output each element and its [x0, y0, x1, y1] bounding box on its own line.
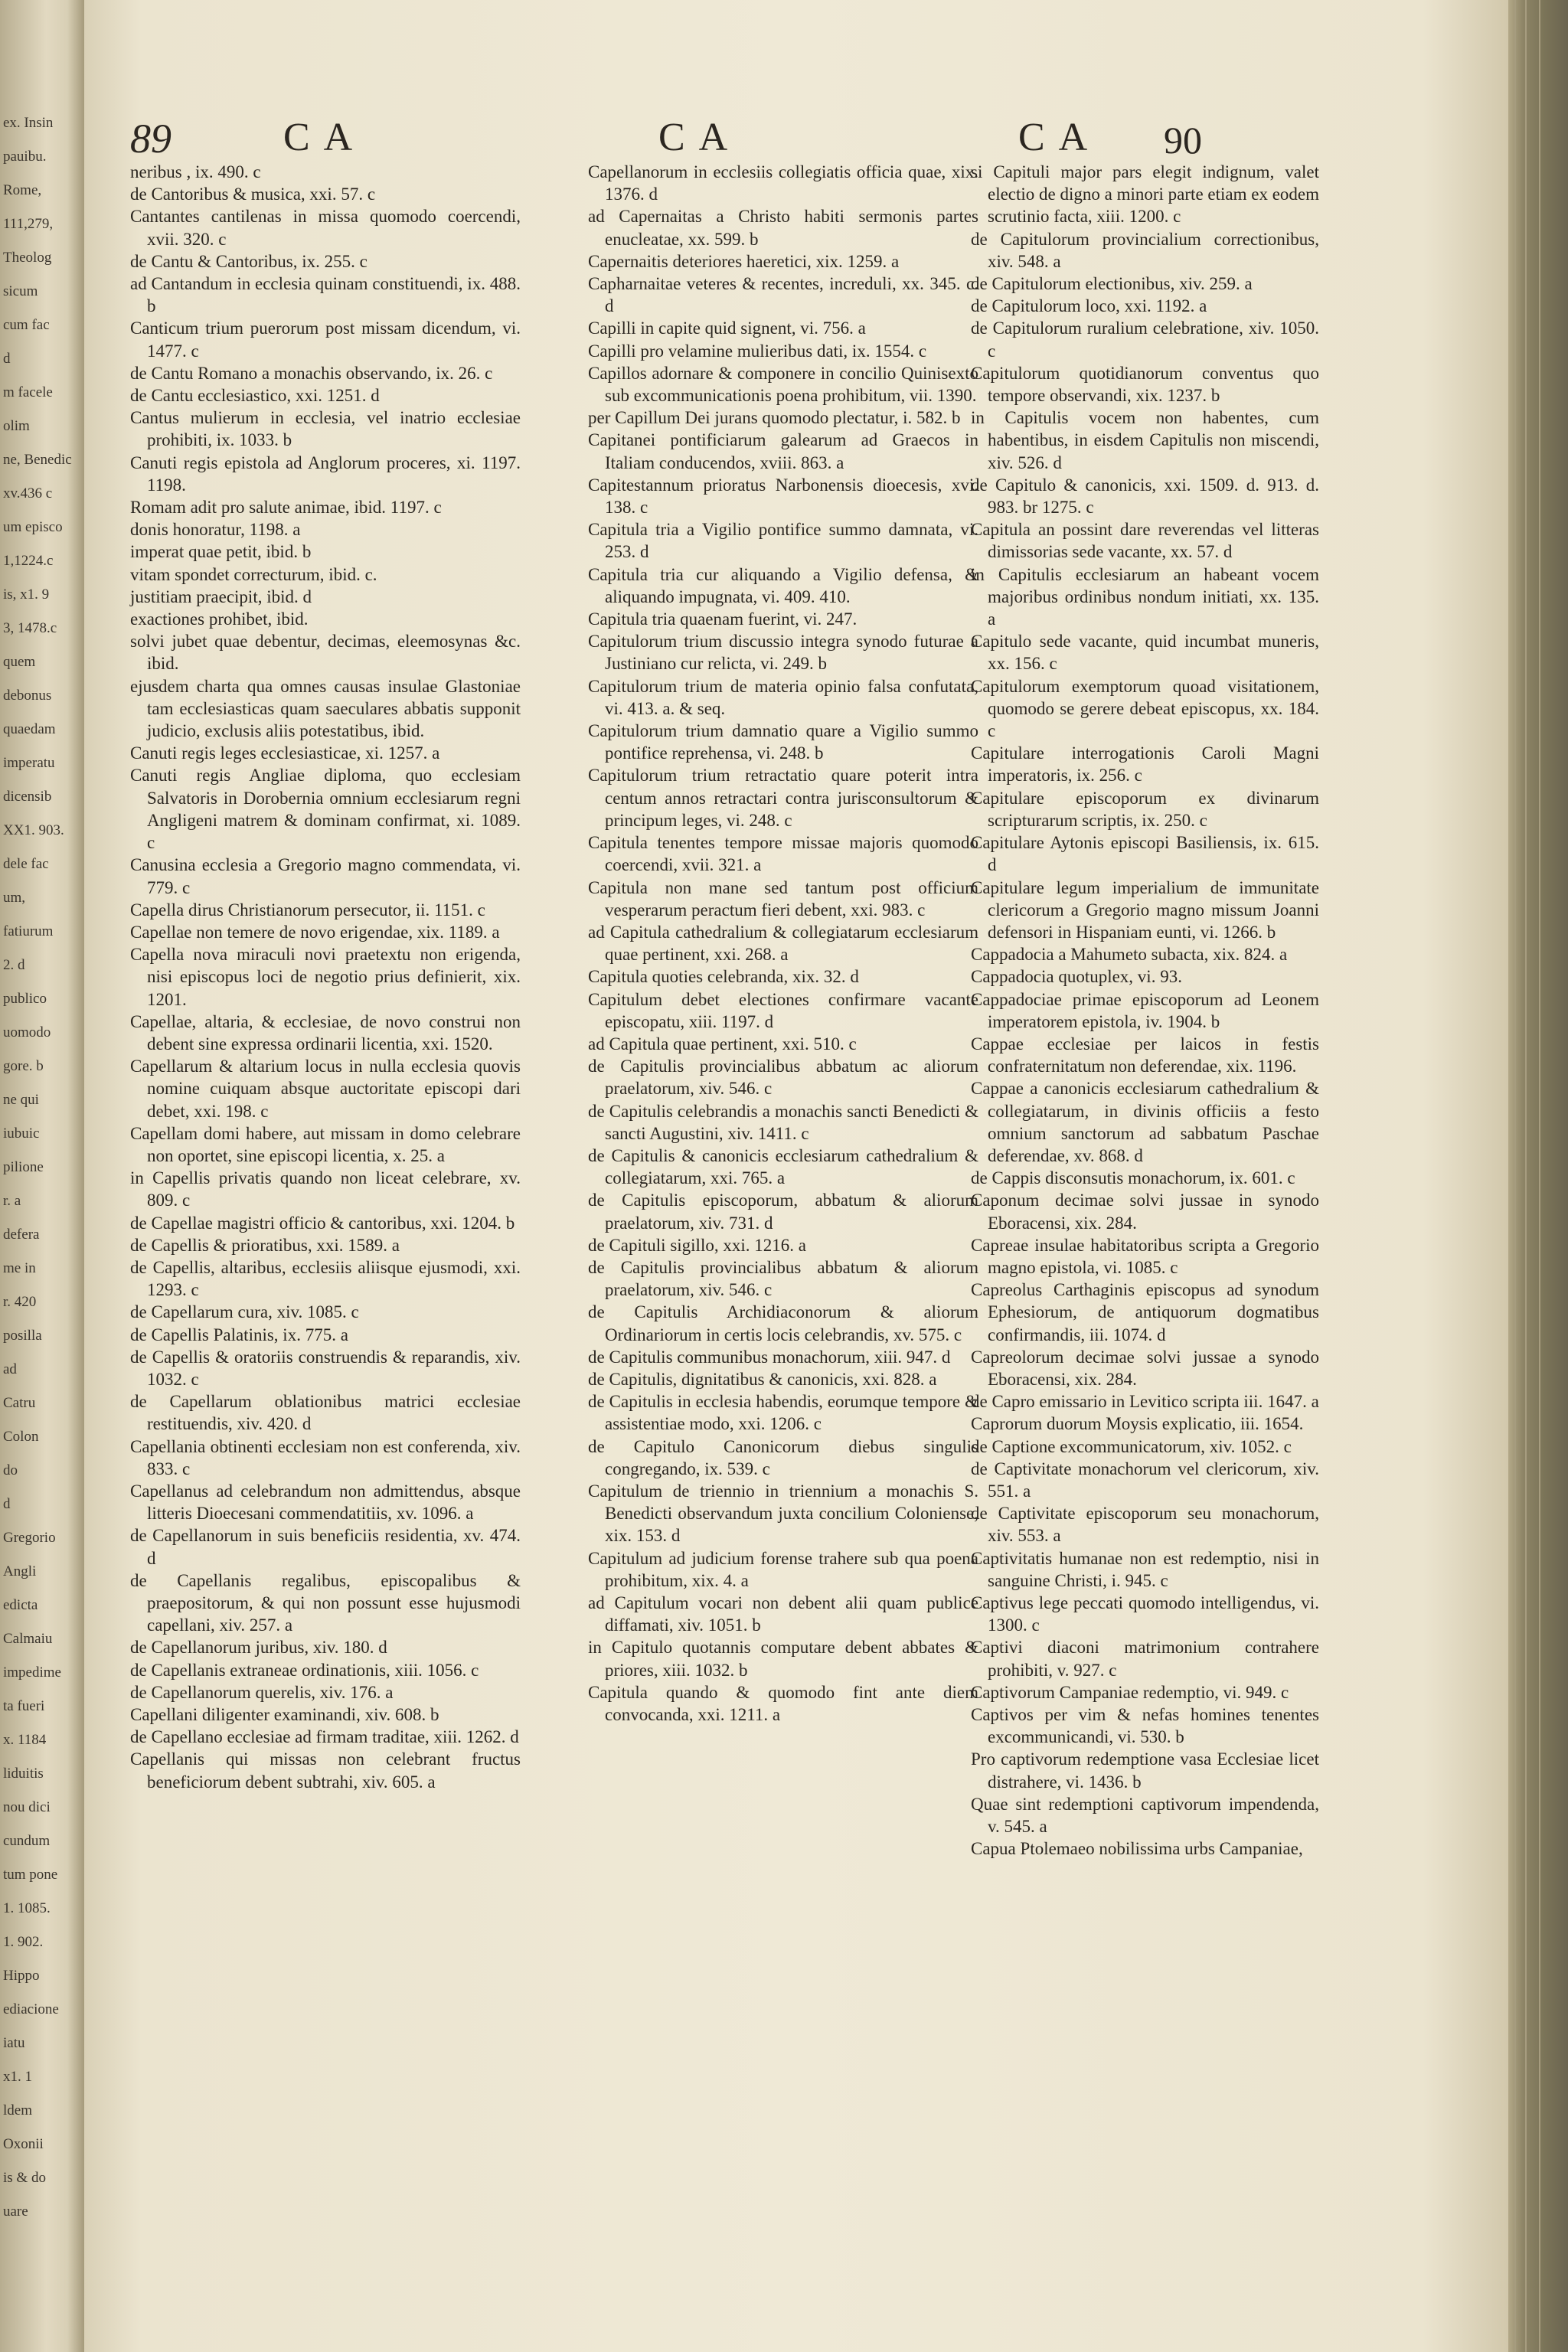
- index-entry: Capitulorum exemptorum quoad visitationem, quomodo se gerere debeat episcopus, xx. 184. c: [971, 676, 1319, 741]
- facing-page-fragment: dicensib: [3, 789, 52, 805]
- facing-page-fragment: gore. b: [3, 1058, 44, 1074]
- index-entry: Capitulum ad judicium forense trahere sub qua poena prohibitum, xix. 4. a: [588, 1548, 978, 1590]
- index-entry: Cappadocia quotuplex, vi. 93.: [971, 967, 1182, 987]
- index-entry: Quae sint redemptioni captivorum impendenda, v. 545. a: [971, 1794, 1319, 1837]
- facing-page-fragment: uomodo: [3, 1024, 51, 1040]
- index-entry: de Capitulis provincialibus abbatum ac aliorum praelatorum, xiv. 546. c: [588, 1057, 978, 1099]
- index-entry: Capellani diligenter examinandi, xiv. 608. b: [130, 1705, 439, 1725]
- index-entry: Capilli in capite quid signent, vi. 756. a: [588, 318, 866, 338]
- index-entry: de Capitulis communibus monachorum, xiii. 947. d: [588, 1347, 951, 1367]
- index-entry: de Capitulo Canonicorum diebus singulis congregando, ix. 539. c: [588, 1436, 978, 1478]
- index-entry: de Captivitate episcoporum seu monachorum, xiv. 553. a: [971, 1504, 1319, 1546]
- index-entry: Cappadociae primae episcoporum ad Leonem imperatorem epistola, iv. 1904. b: [971, 989, 1319, 1031]
- running-head-left: CA: [283, 116, 367, 159]
- facing-page-fragment: liduitis: [3, 1766, 44, 1782]
- index-entry: de Capellanorum juribus, xiv. 180. d: [130, 1638, 387, 1658]
- running-head-right: CA: [1018, 116, 1102, 159]
- facing-page-fragment: x. 1184: [3, 1732, 47, 1748]
- facing-page-fragment: Catru: [3, 1395, 36, 1411]
- facing-page-fragment: ldem: [3, 2102, 32, 2118]
- index-entry: Capernaitis deteriores haeretici, xix. 1259. a: [588, 251, 900, 271]
- index-entry: Caponum decimae solvi jussae in synodo Eboracensi, xix. 284.: [971, 1191, 1319, 1233]
- index-entry: Capitulorum trium discussio integra synodo futurae a Justiniano cur relicta, vi. 249. b: [588, 632, 978, 674]
- facing-page-fragment: ne, Benedic: [3, 452, 72, 468]
- facing-page-fragment: sicum: [3, 283, 38, 299]
- facing-page-fragment: is, x1. 9: [3, 586, 50, 603]
- facing-page-fragment: Gregorio: [3, 1530, 56, 1546]
- facing-page-fragment: Rome,: [3, 182, 42, 198]
- index-column-1: [130, 161, 521, 1793]
- index-column-3: [971, 161, 1319, 1860]
- index-entry: Capitula quando & quomodo fint ante diem convocanda, xxi. 1211. a: [588, 1682, 978, 1725]
- facing-page-fragment: Oxonii: [3, 2136, 44, 2152]
- index-entry: justitiam praecipit, ibid. d: [130, 586, 312, 606]
- facing-page-fragment: 3, 1478.c: [3, 620, 57, 636]
- index-entry: de Capro emissario in Levitico scripta iii. 1647. a: [971, 1392, 1319, 1412]
- index-entry: Capellanis qui missas non celebrant fructus beneficiorum debent subtrahi, xiv. 605. a: [130, 1749, 521, 1792]
- index-entry: de Capellarum oblationibus matrici ecclesiae restituendis, xiv. 420. d: [130, 1392, 521, 1434]
- facing-page-fragment: pauibu.: [3, 149, 47, 165]
- facing-page-fragment: imperatu: [3, 755, 55, 771]
- index-entry: Capitula tria cur aliquando a Vigilio defensa, & aliquando impugnata, vi. 409. 410.: [588, 564, 978, 606]
- index-entry: de Capitulis & canonicis ecclesiarum cathedralium & collegiatarum, xxi. 765. a: [588, 1145, 978, 1188]
- index-entry: Capitestannum prioratus Narbonensis dioecesis, xvi. 138. c: [588, 475, 978, 518]
- index-entry: Capitulum de triennio in triennium a monachis S. Benedicti observandum juxta concilium Coloniense, xix. 153. d: [588, 1481, 978, 1546]
- page-number-left: 89: [130, 116, 172, 162]
- index-entry: de Capellanis regalibus, episcopalibus & praepositorum, & qui non possunt esse hujusmodi capellani, xiv. 257. a: [130, 1570, 521, 1635]
- index-entry: Capitula tria a Vigilio pontifice summo damnata, vi. 253. d: [588, 520, 978, 562]
- facing-page-fragment: nou dici: [3, 1799, 51, 1815]
- index-entry: ad Capitula cathedralium & collegiatarum ecclesiarum quae pertinent, xxi. 268. a: [588, 922, 978, 965]
- index-entry: Pro captivorum redemptione vasa Ecclesiae licet distrahere, vi. 1436. b: [971, 1749, 1319, 1792]
- index-entry: vitam spondet correcturum, ibid. c.: [130, 564, 377, 584]
- index-entry: de Capellis Palatinis, ix. 775. a: [130, 1325, 348, 1344]
- facing-page-fragment: pilione: [3, 1159, 44, 1175]
- index-entry: neribus , ix. 490. c: [130, 162, 261, 181]
- index-entry: Capua Ptolemaeo nobilissima urbs Campaniae,: [971, 1839, 1303, 1859]
- index-entry: Romam adit pro salute animae, ibid. 1197. c: [130, 498, 442, 518]
- index-column-2: [588, 161, 978, 1726]
- facing-page-fragment: quem: [3, 654, 36, 670]
- index-entry: Capitulorum trium damnatio quare a Vigilio summo pontifice reprehensa, vi. 248. b: [588, 721, 978, 763]
- index-entry: de Capellis & oratoriis construendis & reparandis, xiv. 1032. c: [130, 1347, 521, 1389]
- index-entry: per Capillum Dei jurans quomodo plectatur, i. 582. b: [588, 408, 961, 428]
- index-entry: in Capitulo quotannis computare debent abbates & priores, xiii. 1032. b: [588, 1638, 978, 1680]
- index-entry: Capreolorum decimae solvi jussae a synodo Eboracensi, xix. 284.: [971, 1347, 1319, 1389]
- index-entry: exactiones prohibet, ibid.: [130, 609, 309, 629]
- facing-page-edge: [0, 0, 84, 2352]
- index-entry: de Cantu & Cantoribus, ix. 255. c: [130, 251, 368, 271]
- index-entry: Captivorum Campaniae redemptio, vi. 949. c: [971, 1682, 1289, 1702]
- index-entry: Cappae a canonicis ecclesiarum cathedralium & collegiatarum, in divinis officiis a festo omnium sanctorum ad sabbatum Paschae deferendae, xv. 868. d: [971, 1079, 1319, 1165]
- index-entry: de Capitulis provincialibus abbatum & aliorum praelatorum, xiv. 546. c: [588, 1257, 978, 1300]
- index-entry: Capellae non temere de novo erigendae, xix. 1189. a: [130, 922, 500, 942]
- facing-page-fragment: x1. 1: [3, 2069, 32, 2085]
- index-entry: Capitulorum trium de materia opinio falsa confutata, vi. 413. a. & seq.: [588, 676, 978, 718]
- index-entry: in Capitulis vocem non habentes, cum habentibus, in eisdem Capitulis non miscendi, xiv. 526. d: [971, 408, 1319, 472]
- index-entry: Canusina ecclesia a Gregorio magno commendata, vi. 779. c: [130, 855, 521, 897]
- facing-page-fragment: ediacione: [3, 2001, 59, 2017]
- index-entry: Canticum trium puerorum post missam dicendum, vi. 1477. c: [130, 318, 521, 361]
- index-entry: Capilli pro velamine mulieribus dati, ix. 1554. c: [588, 341, 927, 361]
- index-entry: donis honoratur, 1198. a: [130, 520, 301, 540]
- facing-page-fragment: d: [3, 1496, 11, 1512]
- index-entry: de Capitulis Archidiaconorum & aliorum Ordinariorum in certis locis celebrandis, xv. 575. c: [588, 1302, 978, 1344]
- index-entry: Capitula tria quaenam fuerint, vi. 247.: [588, 609, 858, 629]
- facing-page-fragment: uare: [3, 2203, 28, 2220]
- facing-page-fragment: ne qui: [3, 1092, 39, 1108]
- index-entry: Capitula quoties celebranda, xix. 32. d: [588, 967, 859, 987]
- index-entry: Cappae ecclesiae per laicos in festis confraternitatum non deferendae, xix. 1196.: [971, 1034, 1319, 1076]
- facing-page-fragment: 1,1224.c: [3, 553, 54, 569]
- index-entry: Capreae insulae habitatoribus scripta a Gregorio magno epistola, vi. 1085. c: [971, 1235, 1319, 1277]
- index-entry: de Capellano ecclesiae ad firmam traditae, xiii. 1262. d: [130, 1727, 519, 1747]
- index-entry: de Cantu Romano a monachis observando, ix. 26. c: [130, 363, 493, 383]
- facing-page-fragment: d: [3, 351, 11, 367]
- facing-page-fragment: r. a: [3, 1193, 21, 1209]
- index-entry: Capitulo sede vacante, quid incumbat muneris, xx. 156. c: [971, 632, 1319, 674]
- index-entry: Capitulare Aytonis episcopi Basiliensis, ix. 615. d: [971, 833, 1319, 875]
- index-entry: Capellanorum in ecclesiis collegiatis officia quae, xix. 1376. d: [588, 162, 978, 204]
- index-entry: Cappadocia a Mahumeto subacta, xix. 824. a: [971, 945, 1288, 965]
- index-entry: Capitulare episcoporum ex divinarum scripturarum scriptis, ix. 250. c: [971, 788, 1319, 830]
- facing-page-fragment: publico: [3, 991, 47, 1007]
- index-entry: de Capellarum cura, xiv. 1085. c: [130, 1302, 359, 1322]
- index-entry: Cantantes cantilenas in missa quomodo coercendi, xvii. 320. c: [130, 207, 521, 249]
- facing-page-fragment: Colon: [3, 1429, 39, 1445]
- index-entry: de Captivitate monachorum vel clericorum, xiv. 551. a: [971, 1459, 1319, 1501]
- running-head-center: CA: [658, 116, 742, 159]
- index-entry: de Cantu ecclesiastico, xxi. 1251. d: [130, 386, 380, 406]
- index-entry: Cantus mulierum in ecclesia, vel inatrio ecclesiae prohibiti, ix. 1033. b: [130, 408, 521, 450]
- facing-page-fragment: um episco: [3, 519, 63, 535]
- index-entry: Capitulorum quotidianorum conventus quo tempore observandi, xix. 1237. b: [971, 363, 1319, 406]
- index-entry: de Capitulorum electionibus, xiv. 259. a: [971, 274, 1253, 294]
- index-entry: de Capitulis in ecclesia habendis, eorumque tempore & assistentiae modo, xxi. 1206. c: [588, 1392, 978, 1434]
- index-entry: Capitulare legum imperialium de immunitate clericorum a Gregorio magno missum Joanni defensori in Hispaniam eunti, vi. 1266. b: [971, 877, 1319, 942]
- index-entry: in Capitulis ecclesiarum an habeant vocem majoribus ordinibus nondum initiati, xx. 135. a: [971, 564, 1319, 629]
- index-entry: imperat quae petit, ibid. b: [130, 542, 312, 562]
- facing-page-fragment: XX1. 903.: [3, 822, 64, 838]
- index-entry: de Capituli sigillo, xxi. 1216. a: [588, 1235, 806, 1255]
- index-entry: Canuti regis leges ecclesiasticae, xi. 1257. a: [130, 743, 440, 763]
- index-entry: Canuti regis epistola ad Anglorum proceres, xi. 1197. 1198.: [130, 452, 521, 495]
- facing-page-fragment: iatu: [3, 2035, 25, 2051]
- facing-page-fragment: posilla: [3, 1328, 42, 1344]
- index-entry: Capellarum & altarium locus in nulla ecclesia quovis nomine cuiquam absque auctoritate episcopi dari debet, xxi. 198. c: [130, 1057, 521, 1121]
- facing-page-fragment: xv.436 c: [3, 485, 53, 501]
- index-entry: de Capitulo & canonicis, xxi. 1509. d. 913. d. 983. br 1275. c: [971, 475, 1319, 518]
- index-entry: Caprorum duorum Moysis explicatio, iii. 1654.: [971, 1414, 1304, 1434]
- facing-page-fragment: debonus: [3, 688, 52, 704]
- facing-page-fragment: cum fac: [3, 317, 50, 333]
- index-entry: ad Capitula quae pertinent, xxi. 510. c: [588, 1034, 857, 1054]
- facing-page-fragment: Calmaiu: [3, 1631, 53, 1647]
- index-entry: Capellania obtinenti ecclesiam non est conferenda, xiv. 833. c: [130, 1436, 521, 1478]
- index-entry: de Capellis & prioratibus, xxi. 1589. a: [130, 1235, 400, 1255]
- facing-page-fragment: impedime: [3, 1664, 61, 1681]
- index-entry: Captivitatis humanae non est redemptio, nisi in sanguine Christi, i. 945. c: [971, 1548, 1319, 1590]
- index-entry: de Capitulorum provincialium correctionibus, xiv. 548. a: [971, 229, 1319, 271]
- facing-page-fragment: edicta: [3, 1597, 38, 1613]
- facing-page-fragment: um,: [3, 890, 26, 906]
- index-entry: de Capitulis, dignitatibus & canonicis, xxi. 828. a: [588, 1369, 937, 1389]
- index-entry: Captivi diaconi matrimonium contrahere prohibiti, v. 927. c: [971, 1638, 1319, 1680]
- index-entry: de Capellis, altaribus, ecclesiis aliisque ejusmodi, xxi. 1293. c: [130, 1257, 521, 1300]
- index-entry: Captivus lege peccati quomodo intelligendus, vi. 1300. c: [971, 1593, 1319, 1635]
- facing-page-fragment: defera: [3, 1227, 40, 1243]
- index-entry: Canuti regis Angliae diploma, quo ecclesiam Salvatoris in Dorobernia omnium ecclesiarum regni Angligeni matrem & dominam confirmat, xi. 1089. c: [130, 766, 521, 853]
- index-entry: solvi jubet quae debentur, decimas, eleemosynas &c. ibid.: [130, 632, 521, 674]
- facing-page-fragment: ad: [3, 1361, 17, 1377]
- facing-page-fragment: ex. Insin: [3, 115, 54, 131]
- facing-page-fragment: do: [3, 1462, 18, 1478]
- facing-page-fragment: 2. d: [3, 957, 25, 973]
- index-entry: Capharnaitae veteres & recentes, increduli, xx. 345. c. d: [588, 274, 978, 316]
- index-entry: Capitulare interrogationis Caroli Magni imperatoris, ix. 256. c: [971, 743, 1319, 786]
- facing-page-fragment: ta fueri: [3, 1698, 45, 1714]
- facing-page-fragment: tum pone: [3, 1867, 58, 1883]
- facing-page-fragment: 1. 902.: [3, 1934, 44, 1950]
- facing-page-fragment: 111,279,: [3, 216, 54, 232]
- facing-page-fragment: quaedam: [3, 721, 56, 737]
- index-entry: de Capitulis episcoporum, abbatum & aliorum praelatorum, xiv. 731. d: [588, 1191, 978, 1233]
- facing-page-fragment: olim: [3, 418, 30, 434]
- facing-page-fragment: m facele: [3, 384, 53, 400]
- index-entry: de Cappis disconsutis monachorum, ix. 601. c: [971, 1168, 1295, 1188]
- index-entry: de Cantoribus & musica, xxi. 57. c: [130, 185, 376, 204]
- index-entry: Capella nova miraculi novi praetextu non erigenda, nisi episcopus loci de negotio prius definierit, xix. 1201.: [130, 945, 521, 1009]
- index-entry: Captivos per vim & nefas homines tenentes excommunicandi, vi. 530. b: [971, 1705, 1319, 1747]
- index-entry: Capitulum debet electiones confirmare vacante episcopatu, xiii. 1197. d: [588, 989, 978, 1031]
- index-entry: de Capellanorum in suis beneficiis residentia, xv. 474. d: [130, 1526, 521, 1568]
- index-entry: ad Cantandum in ecclesia quinam constituendi, ix. 488. b: [130, 274, 521, 316]
- index-entry: de Capellae magistri officio & cantoribus, xxi. 1204. b: [130, 1213, 515, 1233]
- index-entry: Capitula non mane sed tantum post officium vesperarum peractum fieri debent, xxi. 983. c: [588, 877, 978, 920]
- facing-page-fragment: Angli: [3, 1563, 37, 1579]
- index-entry: si Capituli major pars elegit indignum, valet electio de digno a minori parte etiam ex eodem scrutinio facta, xiii. 1200. c: [971, 162, 1320, 227]
- index-entry: Capellae, altaria, & ecclesiae, de novo construi non debent sine expressa ordinarii licentia, xxi. 1520.: [130, 1011, 521, 1054]
- facing-page-fragment: dele fac: [3, 856, 49, 872]
- index-entry: Capella dirus Christianorum persecutor, ii. 1151. c: [130, 900, 485, 920]
- index-entry: Capitula an possint dare reverendas vel litteras dimissorias sede vacante, xx. 57. d: [971, 520, 1319, 562]
- index-entry: de Capitulorum ruralium celebratione, xiv. 1050. c: [971, 318, 1319, 361]
- facing-page-fragment: me in: [3, 1260, 36, 1276]
- index-entry: de Capitulorum loco, xxi. 1192. a: [971, 296, 1207, 316]
- index-entry: ad Capernaitas a Christo habiti sermonis partes enucleatae, xx. 599. b: [588, 207, 978, 249]
- index-entry: ad Capitulum vocari non debent alii quam publice diffamati, xiv. 1051. b: [588, 1593, 978, 1635]
- index-entry: Capillos adornare & componere in concilio Quinisexto sub excommunicationis poena prohibitum, vii. 1390.: [588, 363, 978, 406]
- index-entry: de Capellanorum querelis, xiv. 176. a: [130, 1682, 394, 1702]
- index-entry: Capitula tenentes tempore missae majoris quomodo coercendi, xvii. 321. a: [588, 833, 978, 875]
- facing-page-fragment: 1. 1085.: [3, 1900, 51, 1916]
- page-number-right: 90: [1164, 119, 1202, 162]
- facing-page-fragment: cundum: [3, 1833, 51, 1849]
- facing-page-fragment: Theolog: [3, 250, 52, 266]
- facing-page-fragment: iubuic: [3, 1125, 40, 1142]
- index-entry: Capellam domi habere, aut missam in domo celebrare non oportet, sine episcopi licentia, x. 25. a: [130, 1123, 521, 1165]
- index-entry: in Capellis privatis quando non liceat celebrare, xv. 809. c: [130, 1168, 521, 1210]
- index-entry: de Capellanis extraneae ordinationis, xiii. 1056. c: [130, 1660, 479, 1680]
- index-entry: de Capitulis celebrandis a monachis sancti Benedicti & sancti Augustini, xiv. 1411. c: [588, 1101, 978, 1143]
- index-entry: Capreolus Carthaginis episcopus ad synodum Ephesiorum, de antiquorum dogmatibus confirmandis, iii. 1074. d: [971, 1280, 1319, 1344]
- index-entry: Capitulorum trium retractatio quare poterit intra centum annos retractari contra jurisconsultorum & principum leges, vi. 248. c: [588, 766, 978, 830]
- book-edge: [1508, 0, 1568, 2352]
- facing-page-fragment: r. 420: [3, 1294, 37, 1310]
- index-entry: Capellanus ad celebrandum non admittendus, absque litteris Dioecesani commendatitiis, xv. 1096. a: [130, 1481, 521, 1524]
- facing-page-fragment: Hippo: [3, 1968, 40, 1984]
- index-entry: de Captione excommunicatorum, xiv. 1052. c: [971, 1436, 1292, 1456]
- facing-page-fragment: fatiurum: [3, 923, 54, 939]
- index-entry: Capitanei pontificiarum galearum ad Graecos in Italiam conducendos, xviii. 863. a: [588, 430, 978, 472]
- index-entry: ejusdem charta qua omnes causas insulae Glastoniae tam ecclesiasticas quam saeculares abbatis supponit judicio, exclusis aliis potestatibus, ibid.: [130, 676, 521, 741]
- facing-page-fragment: is & do: [3, 2170, 46, 2186]
